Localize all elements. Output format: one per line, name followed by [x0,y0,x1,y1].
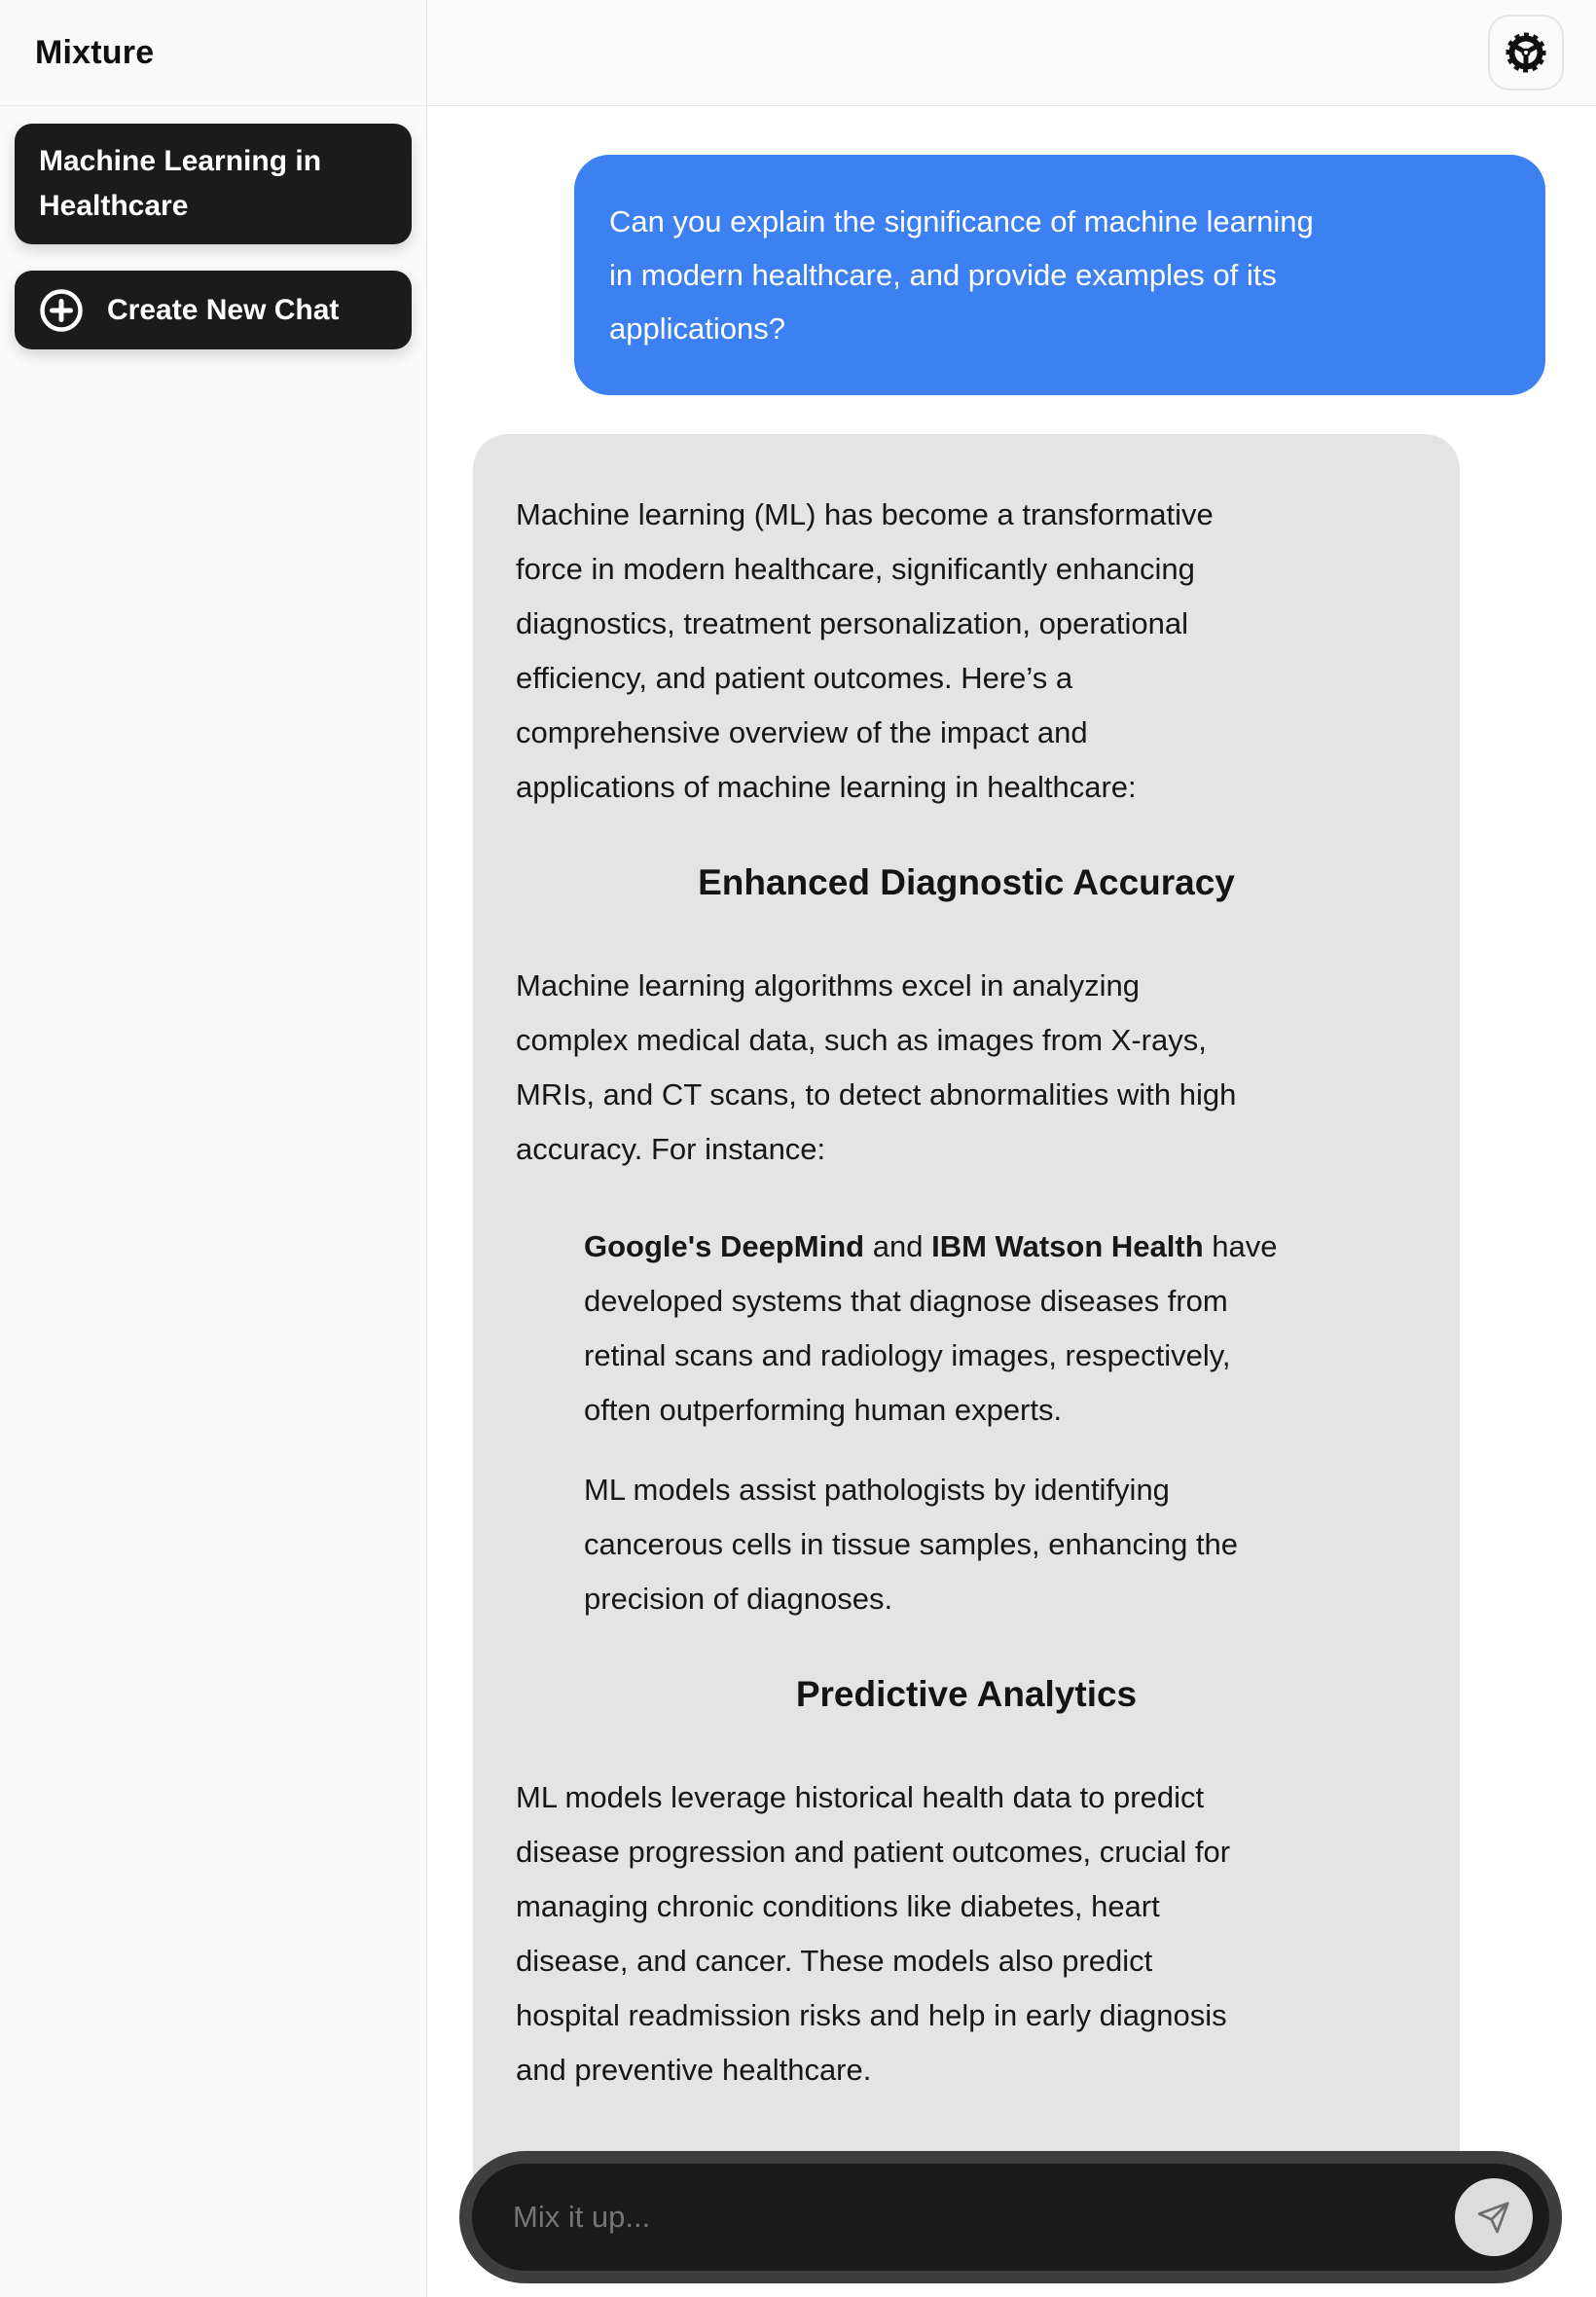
assistant-text-line: efficiency, and patient outcomes. Here’s a [516,661,1073,695]
bold-text: IBM Watson Health [931,1229,1204,1263]
assistant-paragraph [516,488,1417,815]
assistant-text-line: developed systems that diagnose diseases from [584,1284,1228,1318]
main-area [427,0,1596,2297]
settings-button[interactable] [1488,15,1564,91]
assistant-text-line: accuracy. For instance: [516,1132,826,1166]
assistant-message-bubble [473,434,1460,2263]
list-item [584,1220,1417,1438]
assistant-text-line: Machine learning algorithms excel in analyzing [516,968,1141,1003]
user-message-line: Can you explain the significance of machine learning [609,204,1314,238]
assistant-text-line: hospital readmission risks and help in early diagnosis [516,1998,1227,2032]
assistant-text-line: often outperforming human experts. [584,1393,1063,1427]
message-list [427,106,1596,2297]
app-title: Mixture [35,33,155,71]
message-composer [459,2151,1562,2283]
create-new-chat-button[interactable] [15,271,412,349]
bold-text: Google's DeepMind [584,1229,865,1263]
assistant-text-line: MRIs, and CT scans, to detect abnormalities with high [516,1077,1237,1112]
assistant-text-line: comprehensive overview of the impact and [516,715,1088,749]
user-message-line: applications? [609,311,785,346]
assistant-text-line: Machine learning (ML) has become a transformative [516,497,1214,531]
assistant-text-line: retinal scans and radiology images, respectively, [584,1338,1231,1372]
user-message-bubble [574,155,1545,395]
assistant-text-line: cancerous cells in tissue samples, enhancing the [584,1527,1239,1561]
assistant-paragraph [516,959,1417,1177]
assistant-text-line: force in modern healthcare, significantly enhancing [516,552,1195,586]
assistant-text-line: precision of diagnoses. [584,1582,893,1616]
assistant-text-line: diagnostics, treatment personalization, operational [516,606,1189,640]
assistant-text-line [584,1220,1417,1274]
sidebar [0,0,427,2297]
sidebar-header [0,0,426,106]
plus-circle-icon [39,288,84,333]
user-message-line: in modern healthcare, and provide examples of its [609,258,1277,292]
chat-item-label: Machine Learning in Healthcare [39,145,322,222]
assistant-text-line: complex medical data, such as images from X-rays, [516,1023,1207,1057]
assistant-text-line: ML models assist pathologists by identifying [584,1473,1170,1507]
sidebar-item-chat[interactable] [15,124,412,244]
send-button[interactable] [1455,2178,1533,2256]
section-heading-predictive-analytics: Predictive Analytics [795,1674,1138,1714]
create-new-chat-label: Create New Chat [107,293,340,326]
message-input[interactable] [513,2164,1455,2271]
assistant-text-line: managing chronic conditions like diabetes, heart [516,1889,1160,1923]
assistant-list [516,1220,1417,1626]
assistant-text-line: applications of machine learning in healthcare: [516,770,1137,804]
plain-text: and [864,1229,932,1263]
plain-text: have [1203,1229,1278,1263]
section-heading-diagnostic-accuracy: Enhanced Diagnostic Accuracy [698,862,1235,902]
assistant-text-line: disease, and cancer. These models also predict [516,1944,1153,1978]
chat-list [0,106,426,367]
assistant-text-line: ML models leverage historical health data to predict [516,1780,1205,1814]
assistant-text-line: and preventive healthcare. [516,2053,872,2087]
list-item [584,1463,1417,1626]
assistant-text-line: disease progression and patient outcomes, crucial for [516,1835,1231,1869]
send-icon [1475,2199,1512,2236]
assistant-paragraph [516,1770,1417,2097]
gear-icon [1504,30,1548,75]
main-header [427,0,1596,106]
